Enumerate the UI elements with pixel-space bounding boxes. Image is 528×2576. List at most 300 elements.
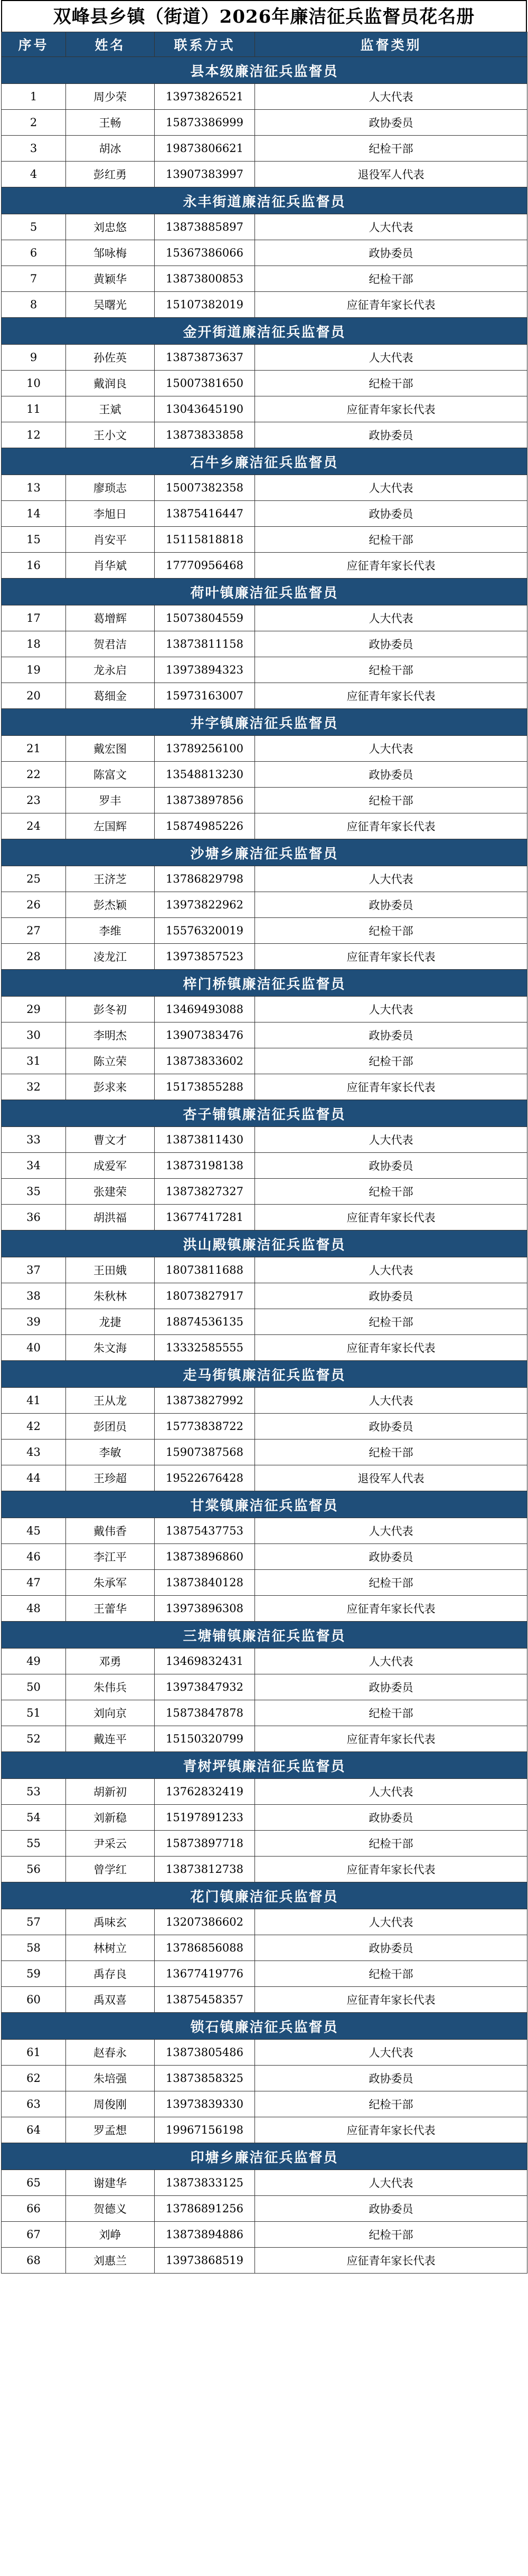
phone-cell: 13907383476 bbox=[155, 1022, 255, 1048]
serial-number-cell: 23 bbox=[2, 788, 66, 813]
serial-number-cell: 8 bbox=[2, 292, 66, 318]
group-header-row bbox=[2, 1622, 527, 1649]
table-row bbox=[2, 1674, 527, 1700]
category-cell: 人大代表 bbox=[255, 2040, 527, 2066]
category-cell: 应征青年家长代表 bbox=[255, 292, 527, 318]
phone-cell: 13873827992 bbox=[155, 1388, 255, 1414]
phone-cell: 13762832419 bbox=[155, 1779, 255, 1805]
table-row bbox=[2, 2222, 527, 2248]
phone-cell: 13873885897 bbox=[155, 214, 255, 240]
table-row bbox=[2, 214, 527, 240]
table-row bbox=[2, 997, 527, 1022]
category-cell: 纪检干部 bbox=[255, 1309, 527, 1335]
category-cell: 纪检干部 bbox=[255, 266, 527, 292]
phone-cell: 13469832431 bbox=[155, 1649, 255, 1674]
phone-cell: 13873894886 bbox=[155, 2222, 255, 2248]
phone-cell: 15973163007 bbox=[155, 683, 255, 709]
name-cell: 凌龙江 bbox=[66, 944, 155, 970]
category-cell: 人大代表 bbox=[255, 736, 527, 762]
serial-number-cell: 56 bbox=[2, 1857, 66, 1882]
name-cell: 邓勇 bbox=[66, 1649, 155, 1674]
serial-number-cell: 35 bbox=[2, 1179, 66, 1205]
category-cell: 应征青年家长代表 bbox=[255, 1987, 527, 2013]
category-cell: 纪检干部 bbox=[255, 136, 527, 162]
name-cell: 张建荣 bbox=[66, 1179, 155, 1205]
phone-cell: 13875458357 bbox=[155, 1987, 255, 2013]
phone-cell: 13873897856 bbox=[155, 788, 255, 813]
serial-number-cell: 50 bbox=[2, 1674, 66, 1700]
group-title: 永丰街道廉洁征兵监督员 bbox=[2, 187, 527, 214]
name-cell: 朱承军 bbox=[66, 1570, 155, 1596]
group-header-row bbox=[2, 318, 527, 345]
phone-cell: 13786829798 bbox=[155, 866, 255, 892]
category-cell: 政协委员 bbox=[255, 501, 527, 527]
name-cell: 成爱军 bbox=[66, 1153, 155, 1179]
name-cell: 戴连平 bbox=[66, 1726, 155, 1752]
phone-cell: 13875416447 bbox=[155, 501, 255, 527]
category-cell: 应征青年家长代表 bbox=[255, 1074, 527, 1100]
name-cell: 贺君洁 bbox=[66, 631, 155, 657]
group-title: 花门镇廉洁征兵监督员 bbox=[2, 1882, 527, 1909]
category-cell: 应征青年家长代表 bbox=[255, 1596, 527, 1622]
serial-number-cell: 7 bbox=[2, 266, 66, 292]
category-cell: 人大代表 bbox=[255, 1518, 527, 1544]
table-row bbox=[2, 1726, 527, 1752]
category-cell: 退役军人代表 bbox=[255, 162, 527, 187]
category-cell: 应征青年家长代表 bbox=[255, 1726, 527, 1752]
phone-cell: 15107382019 bbox=[155, 292, 255, 318]
serial-number-cell: 16 bbox=[2, 553, 66, 579]
phone-cell: 13873811430 bbox=[155, 1127, 255, 1153]
table-row bbox=[2, 762, 527, 788]
category-cell: 人大代表 bbox=[255, 1127, 527, 1153]
table-row bbox=[2, 605, 527, 631]
phone-cell: 13973857523 bbox=[155, 944, 255, 970]
table-row bbox=[2, 1022, 527, 1048]
group-title: 印塘乡廉洁征兵监督员 bbox=[2, 2143, 527, 2170]
group-title: 金开街道廉洁征兵监督员 bbox=[2, 318, 527, 345]
table-row bbox=[2, 1283, 527, 1309]
phone-cell: 13875437753 bbox=[155, 1518, 255, 1544]
name-cell: 戴伟香 bbox=[66, 1518, 155, 1544]
table-row bbox=[2, 2196, 527, 2222]
serial-number-cell: 19 bbox=[2, 657, 66, 683]
table-row bbox=[2, 683, 527, 709]
phone-cell: 13043645190 bbox=[155, 396, 255, 422]
group-header-row bbox=[2, 839, 527, 866]
phone-cell: 18073827917 bbox=[155, 1283, 255, 1309]
serial-number-cell: 22 bbox=[2, 762, 66, 788]
serial-number-cell: 34 bbox=[2, 1153, 66, 1179]
serial-number-cell: 4 bbox=[2, 162, 66, 187]
group-header-row bbox=[2, 1230, 527, 1257]
name-cell: 葛细金 bbox=[66, 683, 155, 709]
serial-number-cell: 1 bbox=[2, 84, 66, 110]
serial-number-cell: 30 bbox=[2, 1022, 66, 1048]
name-cell: 禹味玄 bbox=[66, 1909, 155, 1935]
table-row bbox=[2, 657, 527, 683]
serial-number-cell: 40 bbox=[2, 1335, 66, 1361]
table-row bbox=[2, 866, 527, 892]
name-cell: 黄颖华 bbox=[66, 266, 155, 292]
phone-cell: 13677419776 bbox=[155, 1961, 255, 1987]
table-row bbox=[2, 1700, 527, 1726]
serial-number-cell: 15 bbox=[2, 527, 66, 553]
phone-cell: 13973894323 bbox=[155, 657, 255, 683]
serial-number-cell: 63 bbox=[2, 2091, 66, 2117]
table-row bbox=[2, 788, 527, 813]
serial-number-cell: 68 bbox=[2, 2248, 66, 2274]
name-cell: 彭红勇 bbox=[66, 162, 155, 187]
table-row bbox=[2, 527, 527, 553]
table-row bbox=[2, 1649, 527, 1674]
serial-number-cell: 58 bbox=[2, 1935, 66, 1961]
phone-cell: 15367386066 bbox=[155, 240, 255, 266]
name-cell: 龙捷 bbox=[66, 1309, 155, 1335]
category-cell: 政协委员 bbox=[255, 1283, 527, 1309]
table-row bbox=[2, 266, 527, 292]
name-cell: 刘忠悠 bbox=[66, 214, 155, 240]
phone-cell: 13786891256 bbox=[155, 2196, 255, 2222]
table-row bbox=[2, 1048, 527, 1074]
category-cell: 纪检干部 bbox=[255, 1179, 527, 1205]
header-supervision-category: 监督类别 bbox=[255, 32, 527, 57]
phone-cell: 13873858325 bbox=[155, 2066, 255, 2091]
phone-cell: 13873833602 bbox=[155, 1048, 255, 1074]
name-cell: 刘向京 bbox=[66, 1700, 155, 1726]
table-row bbox=[2, 1439, 527, 1465]
group-header-row bbox=[2, 1361, 527, 1388]
phone-cell: 18874536135 bbox=[155, 1309, 255, 1335]
table-row bbox=[2, 345, 527, 371]
name-cell: 王畅 bbox=[66, 110, 155, 136]
serial-number-cell: 5 bbox=[2, 214, 66, 240]
serial-number-cell: 20 bbox=[2, 683, 66, 709]
page-title: 双峰县乡镇（街道）2026年廉洁征兵监督员花名册 bbox=[1, 0, 527, 32]
serial-number-cell: 12 bbox=[2, 422, 66, 448]
table-row bbox=[2, 240, 527, 266]
category-cell: 纪检干部 bbox=[255, 1961, 527, 1987]
name-cell: 林树立 bbox=[66, 1935, 155, 1961]
name-cell: 刘峥 bbox=[66, 2222, 155, 2248]
category-cell: 纪检干部 bbox=[255, 1831, 527, 1857]
table-row bbox=[2, 1388, 527, 1414]
phone-cell: 13873833125 bbox=[155, 2170, 255, 2196]
serial-number-cell: 52 bbox=[2, 1726, 66, 1752]
table-row bbox=[2, 1961, 527, 1987]
name-cell: 尹采云 bbox=[66, 1831, 155, 1857]
table-row bbox=[2, 1935, 527, 1961]
table-row bbox=[2, 501, 527, 527]
name-cell: 王珍超 bbox=[66, 1465, 155, 1491]
name-cell: 周少荣 bbox=[66, 84, 155, 110]
table-row bbox=[2, 2091, 527, 2117]
name-cell: 朱文海 bbox=[66, 1335, 155, 1361]
phone-cell: 13873827327 bbox=[155, 1179, 255, 1205]
name-cell: 王蕾华 bbox=[66, 1596, 155, 1622]
category-cell: 纪检干部 bbox=[255, 527, 527, 553]
serial-number-cell: 66 bbox=[2, 2196, 66, 2222]
category-cell: 人大代表 bbox=[255, 866, 527, 892]
phone-cell: 13548813230 bbox=[155, 762, 255, 788]
group-title: 三塘铺镇廉洁征兵监督员 bbox=[2, 1622, 527, 1649]
phone-cell: 13873800853 bbox=[155, 266, 255, 292]
group-title: 沙塘乡廉洁征兵监督员 bbox=[2, 839, 527, 866]
serial-number-cell: 2 bbox=[2, 110, 66, 136]
phone-cell: 13873811158 bbox=[155, 631, 255, 657]
group-header-row bbox=[2, 57, 527, 84]
name-cell: 孙佐英 bbox=[66, 345, 155, 371]
category-cell: 纪检干部 bbox=[255, 2222, 527, 2248]
group-header-row bbox=[2, 448, 527, 475]
table-row bbox=[2, 162, 527, 187]
group-header-row bbox=[2, 579, 527, 605]
group-title: 梓门桥镇廉洁征兵监督员 bbox=[2, 970, 527, 997]
serial-number-cell: 49 bbox=[2, 1649, 66, 1674]
group-title: 甘棠镇廉洁征兵监督员 bbox=[2, 1491, 527, 1518]
name-cell: 葛增辉 bbox=[66, 605, 155, 631]
phone-cell: 15115818818 bbox=[155, 527, 255, 553]
phone-cell: 15173855288 bbox=[155, 1074, 255, 1100]
category-cell: 纪检干部 bbox=[255, 1048, 527, 1074]
table-row bbox=[2, 1309, 527, 1335]
name-cell: 胡冰 bbox=[66, 136, 155, 162]
category-cell: 应征青年家长代表 bbox=[255, 683, 527, 709]
category-cell: 人大代表 bbox=[255, 605, 527, 631]
table-row bbox=[2, 1335, 527, 1361]
table-row bbox=[2, 1179, 527, 1205]
table-row bbox=[2, 553, 527, 579]
category-cell: 应征青年家长代表 bbox=[255, 396, 527, 422]
phone-cell: 15007381650 bbox=[155, 371, 255, 396]
table-row bbox=[2, 110, 527, 136]
category-cell: 人大代表 bbox=[255, 1779, 527, 1805]
name-cell: 彭求来 bbox=[66, 1074, 155, 1100]
category-cell: 应征青年家长代表 bbox=[255, 944, 527, 970]
category-cell: 政协委员 bbox=[255, 1414, 527, 1439]
serial-number-cell: 51 bbox=[2, 1700, 66, 1726]
serial-number-cell: 42 bbox=[2, 1414, 66, 1439]
serial-number-cell: 24 bbox=[2, 813, 66, 839]
category-cell: 人大代表 bbox=[255, 997, 527, 1022]
phone-cell: 15874985226 bbox=[155, 813, 255, 839]
phone-cell: 13973839330 bbox=[155, 2091, 255, 2117]
table-row bbox=[2, 136, 527, 162]
serial-number-cell: 33 bbox=[2, 1127, 66, 1153]
name-cell: 曾学红 bbox=[66, 1857, 155, 1882]
category-cell: 纪检干部 bbox=[255, 657, 527, 683]
serial-number-cell: 44 bbox=[2, 1465, 66, 1491]
phone-cell: 13469493088 bbox=[155, 997, 255, 1022]
serial-number-cell: 11 bbox=[2, 396, 66, 422]
serial-number-cell: 28 bbox=[2, 944, 66, 970]
category-cell: 纪检干部 bbox=[255, 918, 527, 944]
name-cell: 陈富文 bbox=[66, 762, 155, 788]
table-row bbox=[2, 422, 527, 448]
table-row bbox=[2, 1570, 527, 1596]
phone-cell: 13873873637 bbox=[155, 345, 255, 371]
category-cell: 政协委员 bbox=[255, 2066, 527, 2091]
category-cell: 人大代表 bbox=[255, 345, 527, 371]
group-header-row bbox=[2, 187, 527, 214]
phone-cell: 19967156198 bbox=[155, 2117, 255, 2143]
serial-number-cell: 32 bbox=[2, 1074, 66, 1100]
category-cell: 人大代表 bbox=[255, 1909, 527, 1935]
serial-number-cell: 26 bbox=[2, 892, 66, 918]
serial-number-cell: 57 bbox=[2, 1909, 66, 1935]
name-cell: 李明杰 bbox=[66, 1022, 155, 1048]
name-cell: 李维 bbox=[66, 918, 155, 944]
table-row bbox=[2, 1805, 527, 1831]
serial-number-cell: 39 bbox=[2, 1309, 66, 1335]
serial-number-cell: 55 bbox=[2, 1831, 66, 1857]
group-header-row bbox=[2, 1491, 527, 1518]
name-cell: 胡洪福 bbox=[66, 1205, 155, 1230]
group-title: 县本级廉洁征兵监督员 bbox=[2, 57, 527, 84]
phone-cell: 17770956468 bbox=[155, 553, 255, 579]
name-cell: 彭杰颖 bbox=[66, 892, 155, 918]
category-cell: 纪检干部 bbox=[255, 371, 527, 396]
name-cell: 刘新稳 bbox=[66, 1805, 155, 1831]
category-cell: 应征青年家长代表 bbox=[255, 1205, 527, 1230]
category-cell: 政协委员 bbox=[255, 1935, 527, 1961]
phone-cell: 13207386602 bbox=[155, 1909, 255, 1935]
group-title: 锁石镇廉洁征兵监督员 bbox=[2, 2013, 527, 2040]
phone-cell: 13786856088 bbox=[155, 1935, 255, 1961]
serial-number-cell: 61 bbox=[2, 2040, 66, 2066]
category-cell: 人大代表 bbox=[255, 2170, 527, 2196]
serial-number-cell: 27 bbox=[2, 918, 66, 944]
name-cell: 肖安平 bbox=[66, 527, 155, 553]
table-row bbox=[2, 1127, 527, 1153]
phone-cell: 13907383997 bbox=[155, 162, 255, 187]
header-contact: 联系方式 bbox=[155, 32, 255, 57]
category-cell: 政协委员 bbox=[255, 631, 527, 657]
phone-cell: 18073811688 bbox=[155, 1257, 255, 1283]
serial-number-cell: 31 bbox=[2, 1048, 66, 1074]
serial-number-cell: 36 bbox=[2, 1205, 66, 1230]
group-title: 石牛乡廉洁征兵监督员 bbox=[2, 448, 527, 475]
category-cell: 人大代表 bbox=[255, 214, 527, 240]
table-row bbox=[2, 1544, 527, 1570]
group-header-row bbox=[2, 970, 527, 997]
phone-cell: 19522676428 bbox=[155, 1465, 255, 1491]
serial-number-cell: 38 bbox=[2, 1283, 66, 1309]
serial-number-cell: 62 bbox=[2, 2066, 66, 2091]
name-cell: 廖琐志 bbox=[66, 475, 155, 501]
name-cell: 贺德义 bbox=[66, 2196, 155, 2222]
category-cell: 政协委员 bbox=[255, 1805, 527, 1831]
table-row bbox=[2, 84, 527, 110]
roster-table bbox=[1, 32, 527, 2274]
category-cell: 纪检干部 bbox=[255, 1439, 527, 1465]
serial-number-cell: 37 bbox=[2, 1257, 66, 1283]
table-row bbox=[2, 631, 527, 657]
category-cell: 应征青年家长代表 bbox=[255, 813, 527, 839]
table-row bbox=[2, 736, 527, 762]
group-header-row bbox=[2, 2143, 527, 2170]
serial-number-cell: 25 bbox=[2, 866, 66, 892]
phone-cell: 13973868519 bbox=[155, 2248, 255, 2274]
category-cell: 纪检干部 bbox=[255, 1700, 527, 1726]
table-row bbox=[2, 1987, 527, 2013]
table-row bbox=[2, 1414, 527, 1439]
table-row bbox=[2, 1518, 527, 1544]
serial-number-cell: 43 bbox=[2, 1439, 66, 1465]
header-row bbox=[2, 32, 527, 57]
group-header-row bbox=[2, 1752, 527, 1779]
phone-cell: 13873198138 bbox=[155, 1153, 255, 1179]
phone-cell: 13973847932 bbox=[155, 1674, 255, 1700]
group-title: 荷叶镇廉洁征兵监督员 bbox=[2, 579, 527, 605]
name-cell: 肖华斌 bbox=[66, 553, 155, 579]
name-cell: 左国辉 bbox=[66, 813, 155, 839]
group-title: 青树坪镇廉洁征兵监督员 bbox=[2, 1752, 527, 1779]
serial-number-cell: 6 bbox=[2, 240, 66, 266]
phone-cell: 13973822962 bbox=[155, 892, 255, 918]
phone-cell: 13332585555 bbox=[155, 1335, 255, 1361]
table-row bbox=[2, 371, 527, 396]
header-serial-number: 序号 bbox=[2, 32, 66, 57]
group-title: 走马街镇廉洁征兵监督员 bbox=[2, 1361, 527, 1388]
name-cell: 曹文才 bbox=[66, 1127, 155, 1153]
table-row bbox=[2, 813, 527, 839]
table-row bbox=[2, 1257, 527, 1283]
table-row bbox=[2, 475, 527, 501]
category-cell: 人大代表 bbox=[255, 475, 527, 501]
serial-number-cell: 46 bbox=[2, 1544, 66, 1570]
name-cell: 王济芝 bbox=[66, 866, 155, 892]
phone-cell: 19873806621 bbox=[155, 136, 255, 162]
name-cell: 陈立荣 bbox=[66, 1048, 155, 1074]
category-cell: 政协委员 bbox=[255, 240, 527, 266]
name-cell: 王田娥 bbox=[66, 1257, 155, 1283]
phone-cell: 13973826521 bbox=[155, 84, 255, 110]
table-row bbox=[2, 1074, 527, 1100]
serial-number-cell: 59 bbox=[2, 1961, 66, 1987]
header-name: 姓名 bbox=[66, 32, 155, 57]
table-row bbox=[2, 1153, 527, 1179]
name-cell: 谢建华 bbox=[66, 2170, 155, 2196]
name-cell: 罗孟想 bbox=[66, 2117, 155, 2143]
serial-number-cell: 65 bbox=[2, 2170, 66, 2196]
table-row bbox=[2, 1779, 527, 1805]
table-row bbox=[2, 2248, 527, 2274]
serial-number-cell: 29 bbox=[2, 997, 66, 1022]
name-cell: 彭冬初 bbox=[66, 997, 155, 1022]
phone-cell: 15873847878 bbox=[155, 1700, 255, 1726]
category-cell: 政协委员 bbox=[255, 1674, 527, 1700]
serial-number-cell: 45 bbox=[2, 1518, 66, 1544]
category-cell: 人大代表 bbox=[255, 1388, 527, 1414]
group-title: 井字镇廉洁征兵监督员 bbox=[2, 709, 527, 736]
name-cell: 王小文 bbox=[66, 422, 155, 448]
serial-number-cell: 21 bbox=[2, 736, 66, 762]
category-cell: 应征青年家长代表 bbox=[255, 1335, 527, 1361]
category-cell: 应征青年家长代表 bbox=[255, 2117, 527, 2143]
category-cell: 应征青年家长代表 bbox=[255, 553, 527, 579]
phone-cell: 13873805486 bbox=[155, 2040, 255, 2066]
serial-number-cell: 17 bbox=[2, 605, 66, 631]
category-cell: 政协委员 bbox=[255, 1022, 527, 1048]
serial-number-cell: 9 bbox=[2, 345, 66, 371]
name-cell: 吴曙光 bbox=[66, 292, 155, 318]
phone-cell: 15197891233 bbox=[155, 1805, 255, 1831]
phone-cell: 13873896860 bbox=[155, 1544, 255, 1570]
table-row bbox=[2, 2040, 527, 2066]
table-row bbox=[2, 396, 527, 422]
table-row bbox=[2, 2066, 527, 2091]
